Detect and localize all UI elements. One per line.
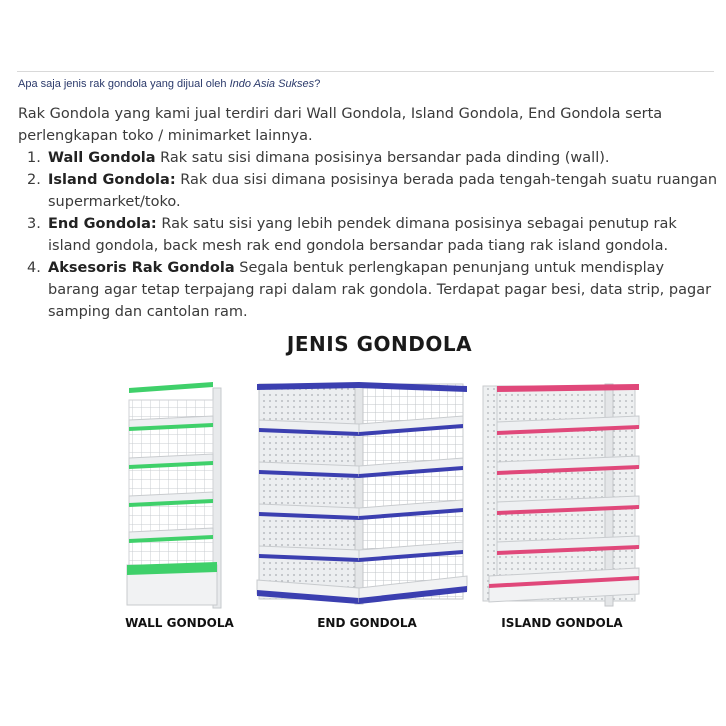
gondola-types-figure (87, 330, 672, 652)
brand-name: Indo Asia Sukses (229, 78, 315, 90)
section-divider (17, 71, 714, 72)
list-item: 4. Aksesoris Rak Gondola Segala bentuk perlengkapan penunjang untuk mendisplay barang agar tetap terpajang rapi dalam rak gondola. Terdapat pagar besi, data strip, pagar samping dan cantolan ram. (27, 260, 712, 320)
end-gondola-image (255, 380, 473, 612)
faq-question: Apa saja jenis rak gondola yang dijual oleh Indo Asia Sukses? (18, 78, 321, 90)
caption-island-gondola: ISLAND GONDOLA (501, 616, 623, 630)
caption-wall-gondola: WALL GONDOLA (125, 616, 234, 630)
list-item: 1. Wall Gondola Rak satu sisi dimana posisinya bersandar pada dinding (wall). (27, 150, 610, 166)
island-gondola-image (479, 380, 644, 612)
figure-title: JENIS GONDOLA (286, 332, 473, 356)
caption-end-gondola: END GONDOLA (317, 616, 417, 630)
list-item: 2. Island Gondola: Rak dua sisi dimana posisinya berada pada tengah-tengah suatu ruangan supermarket/toko. (27, 172, 718, 210)
wall-gondola-image (123, 380, 233, 612)
intro-paragraph: Rak Gondola yang kami jual terdiri dari Wall Gondola, Island Gondola, End Gondola serta perlengkapan toko / minimarket lainnya. (18, 106, 663, 144)
list-item: 3. End Gondola: Rak satu sisi yang lebih pendek dimana posisinya sebagai penutup rak island gondola, back mesh rak end gondola bersandar pada tiang rak island gondola. (27, 216, 677, 254)
gondola-type-list (18, 147, 718, 323)
